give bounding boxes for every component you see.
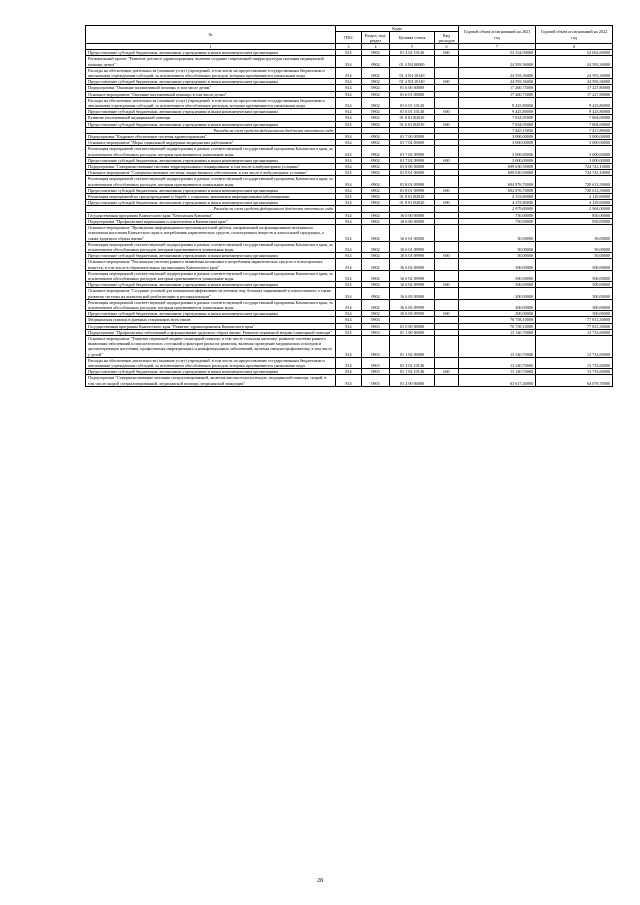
row-grbs: 814 — [336, 329, 362, 335]
row-amount-2021: 2 979,80000 — [459, 206, 536, 212]
row-name: Основное мероприятие "Проведение информационно-пропагандистской работы, направленной на формирование негативного отношения населения Камчатского края к потреблению наркотических средств, психотропных веществ и алкогольной продукции, а также здорового образа жизни" — [86, 225, 336, 242]
row-target-article: 01 6 01 R2010 — [390, 115, 435, 121]
row-expense-type — [435, 335, 459, 357]
row-amount-2022: 7 413,80000 — [536, 127, 613, 133]
row-grbs: 814 — [336, 212, 362, 218]
row-expense-type — [435, 270, 459, 281]
row-amount-2022: 77 813,30000 — [536, 317, 613, 323]
row-amount-2022: 3 000,00000 — [536, 140, 613, 146]
row-name: Расходы за счет средств федерального бюджета отчетного года — [86, 206, 336, 212]
row-name: Государственная программа Камчатского края "Безопасная Камчатка" — [86, 212, 336, 218]
row-amount-2021: 52 334,90000 — [459, 50, 536, 56]
row-section: 0902 — [362, 79, 390, 85]
row-amount-2022: 850,00000 — [536, 212, 613, 218]
row-section: 0902 — [362, 170, 390, 176]
row-amount-2022: 17 227,80000 — [536, 85, 613, 91]
row-amount-2021: 200,00000 — [459, 288, 536, 299]
row-amount-2022: 77 813,30000 — [536, 323, 613, 329]
row-section: 0903 — [362, 317, 390, 323]
row-amount-2021: 3 000,00000 — [459, 157, 536, 163]
row-target-article: 16 6 05 00000 — [390, 288, 435, 299]
row-target-article: 16 0 00 00000 — [390, 212, 435, 218]
row-section: 0902 — [362, 253, 390, 259]
row-name: Расходы за счет средств федерального бюджета отчетного года — [86, 127, 336, 133]
table-row — [86, 241, 613, 252]
table-row — [86, 146, 613, 157]
row-amount-2022: 24 593,36000 — [536, 56, 613, 67]
row-expense-type — [435, 288, 459, 299]
row-grbs: 814 — [336, 56, 362, 67]
row-expense-type: 600 — [435, 50, 459, 56]
row-expense-type — [435, 299, 459, 310]
budget-table — [85, 25, 613, 387]
row-name: Реализация мероприятий соответствующей подпрограммы в рамках соответствующей государственной программы Камчатского края, за исключением обособленных расходов, которым присваиваются уникальные коды — [86, 299, 336, 310]
row-target-article: 16 6 02 00000 — [390, 259, 435, 270]
row-section: 0902 — [362, 225, 390, 242]
row-amount-2021: 3 000,00000 — [459, 140, 536, 146]
row-grbs: 814 — [336, 282, 362, 288]
row-amount-2021: 4 153,80000 — [459, 194, 536, 200]
row-grbs: 814 — [336, 91, 362, 97]
row-target-article: 01 4 N4 10140 — [390, 79, 435, 85]
table-row — [86, 176, 613, 187]
row-name: Основное мероприятие "Развитие первичной медико-санитарной помощи, в том числе сельским жителям, развитие системы раннего выявления заболеваний и патологических состояний и факторов риска их развития, включая проведение медицинских осмотров и диспансеризации населения, профилактика инфекционных и неинфекционных заболеваний, включая иммунопрофилактику, в том числе у детей" — [86, 335, 336, 357]
row-grbs: 814 — [336, 259, 362, 270]
header-section: Раздел, под-раздел — [362, 32, 390, 44]
row-amount-2022: 2 964,00000 — [536, 206, 613, 212]
row-amount-2021: 699 030,50000 — [459, 170, 536, 176]
row-section: 0902 — [362, 140, 390, 146]
row-grbs: 814 — [336, 164, 362, 170]
row-expense-type: 600 — [435, 253, 459, 259]
row-target-article: 01 8 01 00000 — [390, 170, 435, 176]
row-amount-2022: 4 129,60000 — [536, 200, 613, 206]
row-section: 0902 — [362, 212, 390, 218]
row-amount-2021: 24 593,36000 — [459, 67, 536, 78]
row-expense-type — [435, 375, 459, 386]
row-expense-type: 600 — [435, 121, 459, 127]
row-expense-type — [435, 241, 459, 252]
row-section: 0902 — [362, 134, 390, 140]
header-index-5: 5 — [390, 44, 435, 50]
row-section: 0903 — [362, 357, 390, 368]
header-grbs: ГРБС — [336, 32, 362, 44]
row-section: 0902 — [362, 200, 390, 206]
row-amount-2021: 500,00000 — [459, 259, 536, 270]
row-grbs: 814 — [336, 317, 362, 323]
row-amount-2022: 50,00000 — [536, 225, 613, 242]
row-expense-type — [435, 56, 459, 67]
row-name: Государственная программа Камчатского края "Развитие здравоохранения Камчатского края" — [86, 323, 336, 329]
row-section: 0902 — [362, 194, 390, 200]
table-row — [86, 357, 613, 368]
table-row — [86, 67, 613, 78]
row-name: Подпрограмма "Совершенствование оказания специализированной, включая высокотехнологичную, медицинской помощи, скорой, в том числе скорой специализированной, медицинской помощи, медицинской эвакуации" — [86, 375, 336, 386]
row-target-article: 01 6 01 10140 — [390, 97, 435, 108]
row-amount-2022: 3 000,00000 — [536, 146, 613, 157]
row-name: Подпрограмма "Совершенствование системы территориального планирования, в том числе в амбулаторных условиях" — [86, 164, 336, 170]
row-amount-2021: 200,00000 — [459, 311, 536, 317]
row-grbs: 814 — [336, 335, 362, 357]
row-amount-2021: 76 758,10000 — [459, 323, 536, 329]
row-target-article: 16 6 00 00000 — [390, 218, 435, 224]
row-amount-2021: 200,00000 — [459, 299, 536, 310]
row-amount-2021: 24 593,36000 — [459, 79, 536, 85]
row-amount-2022: 13 733,60000 — [536, 329, 613, 335]
row-amount-2021: 50,00000 — [459, 225, 536, 242]
row-section: 0902 — [362, 157, 390, 163]
row-grbs: 814 — [336, 218, 362, 224]
row-amount-2021: 9 425,80000 — [459, 109, 536, 115]
row-amount-2022: 24 593,36000 — [536, 79, 613, 85]
row-name: Предоставление субсидий бюджетным, автономным учреждениям и иным некоммерческим организациям — [86, 187, 336, 193]
row-name: Основное мероприятие "Оказание паллиативной помощи, в том числе детям" — [86, 91, 336, 97]
row-target-article: 01 6 01 10140 — [390, 109, 435, 115]
row-amount-2022: 300,00000 — [536, 311, 613, 317]
row-target-article: 16 6 05 09990 — [390, 299, 435, 310]
row-expense-type: 600 — [435, 157, 459, 163]
row-amount-2021: 694 876,70000 — [459, 187, 536, 193]
row-amount-2022: 64 079,70000 — [536, 375, 613, 386]
row-amount-2022: 52 662,60000 — [536, 50, 613, 56]
row-amount-2021: 699 030,50000 — [459, 164, 536, 170]
table-body — [86, 50, 613, 387]
row-section: 0902 — [362, 176, 390, 187]
row-target-article: 01 2 00 00000 — [390, 375, 435, 386]
row-amount-2021: 24 593,36000 — [459, 56, 536, 67]
row-amount-2021: 750,00000 — [459, 212, 536, 218]
header-index-8: 8 — [536, 44, 613, 50]
row-amount-2022: 724 743,10000 — [536, 170, 613, 176]
row-amount-2021: 7 443,10000 — [459, 127, 536, 133]
row-name: Региональный проект "Развитие детского здравоохранения, включая создание современной инфраструктуры оказания медицинской помощи детям" — [86, 56, 336, 67]
row-amount-2022: 4 129,60000 — [536, 194, 613, 200]
row-amount-2021: 4 153,80000 — [459, 200, 536, 206]
row-amount-2022: 300,00000 — [536, 299, 613, 310]
row-amount-2021: 7 834,95000 — [459, 121, 536, 127]
row-name: Реализация мероприятий соответствующей подпрограммы в рамках соответствующей государственной программы Камчатского края, за исключением обособленных расходов, которым присваиваются уникальные коды — [86, 176, 336, 187]
row-amount-2021: 13 140,70000 — [459, 369, 536, 375]
row-target-article: 01 6 01 R2010 — [390, 121, 435, 127]
row-amount-2021: 13 140,70000 — [459, 335, 536, 357]
row-name: Предоставление субсидий бюджетным, автономным учреждениям и иным некоммерческим организациям — [86, 253, 336, 259]
row-name: Основное мероприятие "Совершенствование системы лекарственного обеспечения, в том числе в амбулаторных условиях" — [86, 170, 336, 176]
header-num: № — [86, 26, 336, 44]
row-amount-2021: 500,00000 — [459, 282, 536, 288]
row-amount-2022: 720 613,50000 — [536, 187, 613, 193]
row-target-article: 01 8 01 09990 — [390, 187, 435, 193]
row-grbs: 814 — [336, 200, 362, 206]
row-grbs: 814 — [336, 241, 362, 252]
row-section: 0902 — [362, 311, 390, 317]
row-target-article: 01 7 02 09990 — [390, 146, 435, 157]
row-target-article: 01 1 02 00000 — [390, 335, 435, 357]
header-year-2021: Годовой объем ассигнований на 2021 год — [459, 26, 536, 44]
row-name: Предоставление субсидий бюджетным, автономным учреждениям и иным некоммерческим организациям — [86, 121, 336, 127]
row-target-article: 16 6 02 09990 — [390, 282, 435, 288]
row-section: 0903 — [362, 335, 390, 357]
row-amount-2022: 3 000,00000 — [536, 157, 613, 163]
table-row — [86, 259, 613, 270]
row-grbs: 814 — [336, 97, 362, 108]
row-name: Предоставление субсидий бюджетным, автономным учреждениям и иным некоммерческим организациям — [86, 311, 336, 317]
row-section: 0902 — [362, 121, 390, 127]
row-expense-type: 600 — [435, 369, 459, 375]
row-section: 0902 — [362, 259, 390, 270]
row-target-article: 01 1 02 10140 — [390, 357, 435, 368]
row-name: Реализация мероприятий по предупреждению и борьбе с социально значимыми инфекционными заболеваниями — [86, 194, 336, 200]
table-row — [86, 299, 613, 310]
row-target-article: 16 6 01 00000 — [390, 225, 435, 242]
row-target-article: 16 6 02 09990 — [390, 270, 435, 281]
header-index-3: 3 — [336, 44, 362, 50]
row-amount-2021: 3 000,00000 — [459, 146, 536, 157]
row-name: Медицинская помощь в дневных стационарах всех типов — [86, 317, 336, 323]
header-year-2022: Годовой объем ассигнований на 2022 год — [536, 26, 613, 44]
table-header — [86, 26, 613, 50]
row-grbs: 814 — [336, 375, 362, 386]
row-grbs: 814 — [336, 109, 362, 115]
row-amount-2022: 500,00000 — [536, 270, 613, 281]
table-row — [86, 288, 613, 299]
header-codes: Коды — [336, 26, 459, 32]
row-name: Реализация мероприятий соответствующей подпрограммы в рамках соответствующей государственной программы Камчатского края, за исключением обособленных расходов, которым присваиваются уникальные коды — [86, 241, 336, 252]
row-amount-2021: 7 834,95000 — [459, 115, 536, 121]
row-name: Предоставление субсидий бюджетным, автономным учреждениям и иным некоммерческим организациям — [86, 79, 336, 85]
row-target-article: 16 6 05 09990 — [390, 311, 435, 317]
row-amount-2021: 13 140,70000 — [459, 329, 536, 335]
row-name: Предоставление субсидий бюджетным, автономным учреждениям и иным некоммерческим организациям — [86, 109, 336, 115]
row-amount-2022: 13 733,60000 — [536, 357, 613, 368]
table-row — [86, 375, 613, 386]
row-amount-2021: 9 425,80000 — [459, 97, 536, 108]
row-amount-2021: 3 000,00000 — [459, 134, 536, 140]
row-grbs: 814 — [336, 369, 362, 375]
row-target-article: 01 6 00 00000 — [390, 85, 435, 91]
row-target-article: 01 7 02 00000 — [390, 140, 435, 146]
row-amount-2022: 9 423,80000 — [536, 97, 613, 108]
row-name: Подпрограмма "Профилактика заболеваний и формирование здорового образа жизни. Развитие первичной медико-санитарной помощи" — [86, 329, 336, 335]
row-name: Предоставление субсидий бюджетным, автономным учреждениям и иным некоммерческим организациям — [86, 282, 336, 288]
row-target-article: 01 6 01 00000 — [390, 91, 435, 97]
row-name: Реализация мероприятий соответствующей подпрограммы в рамках соответствующей государственной программы Камчатского края, за исключением обособленных расходов, которым присваиваются уникальные коды — [86, 270, 336, 281]
row-amount-2022: 13 733,60000 — [536, 369, 613, 375]
page-number: 28 — [317, 878, 323, 884]
row-section: 0902 — [362, 299, 390, 310]
row-expense-type: 600 — [435, 79, 459, 85]
row-target-article: 16 6 01 09990 — [390, 253, 435, 259]
row-section: 0902 — [362, 115, 390, 121]
row-name: Расходы на обеспечение деятельности (оказание услуг) учреждений, в том числе на предоставление государственным бюджетным и автономным учреждениям субсидий, за исключением обособленных расходов, которым присваиваются уникальные коды — [86, 97, 336, 108]
row-section: 0903 — [362, 369, 390, 375]
row-expense-type — [435, 146, 459, 157]
row-amount-2021: 500,00000 — [459, 270, 536, 281]
row-amount-2021: 17 260,75000 — [459, 91, 536, 97]
row-amount-2021: 50,00000 — [459, 253, 536, 259]
row-section: 0902 — [362, 56, 390, 67]
row-name: Основное мероприятие "Реализация системы раннего выявления незаконного потребления наркотических средств и психотропных веществ, в том числе в образовательных организациях Камчатского края" — [86, 259, 336, 270]
row-grbs: 814 — [336, 121, 362, 127]
row-grbs: 814 — [336, 225, 362, 242]
row-section: 0902 — [362, 270, 390, 281]
row-grbs: 814 — [336, 115, 362, 121]
row-section: 0903 — [362, 323, 390, 329]
row-target-article: 01 8 01 09990 — [390, 176, 435, 187]
row-grbs: 814 — [336, 146, 362, 157]
row-expense-type: 600 — [435, 109, 459, 115]
row-expense-type — [435, 176, 459, 187]
row-grbs: 814 — [336, 79, 362, 85]
row-grbs: 814 — [336, 67, 362, 78]
row-grbs: 814 — [336, 194, 362, 200]
row-section: 0902 — [362, 282, 390, 288]
row-expense-type: 600 — [435, 200, 459, 206]
row-grbs: 814 — [336, 170, 362, 176]
table-row — [86, 270, 613, 281]
row-section: 0903 — [362, 375, 390, 386]
row-section: 0902 — [362, 91, 390, 97]
row-expense-type: 600 — [435, 311, 459, 317]
row-grbs: 814 — [336, 299, 362, 310]
row-section: 0902 — [362, 50, 390, 56]
row-grbs: 814 — [336, 134, 362, 140]
row-section: 0902 — [362, 67, 390, 78]
row-target-article: 01 4 N4 00000 — [390, 56, 435, 67]
row-expense-type — [435, 259, 459, 270]
row-section: 0902 — [362, 109, 390, 115]
row-amount-2022: 13 733,60000 — [536, 335, 613, 357]
row-grbs: 814 — [336, 288, 362, 299]
row-name: Подпрограмма "Профилактика наркомании и алкоголизма в Камчатском крае" — [86, 218, 336, 224]
row-amount-2022: 24 593,36000 — [536, 67, 613, 78]
row-amount-2021: 17 260,75000 — [459, 85, 536, 91]
row-grbs: 814 — [336, 270, 362, 281]
row-amount-2022: 3 000,00000 — [536, 134, 613, 140]
row-name: Реализация мероприятий соответствующей подпрограммы в рамках соответствующей государственной программы Камчатского края, за исключением обособленных расходов, которым присваиваются уникальные коды — [86, 146, 336, 157]
row-grbs: 814 — [336, 176, 362, 187]
row-amount-2022: 724 743,10000 — [536, 164, 613, 170]
row-target-article: 01 8 00 00000 — [390, 164, 435, 170]
row-section: 0902 — [362, 146, 390, 157]
row-amount-2022: 50,00000 — [536, 253, 613, 259]
row-grbs: 814 — [336, 311, 362, 317]
row-section: 0903 — [362, 329, 390, 335]
row-name: Предоставление субсидий бюджетным, автономным учреждениям и иным некоммерческим организациям — [86, 200, 336, 206]
row-grbs: 814 — [336, 357, 362, 368]
row-amount-2022: 500,00000 — [536, 282, 613, 288]
row-name: Основное мероприятие "Создание условий для повышения эффективности лечения лиц, больных наркоманией и алкоголизмом, а также развития системы их комплексной реабилитации и ресоциализации" — [86, 288, 336, 299]
header-index-6: 6 — [435, 44, 459, 50]
row-target-article: 01 0 00 00000 — [390, 323, 435, 329]
row-amount-2022: 850,00000 — [536, 218, 613, 224]
row-amount-2022: 500,00000 — [536, 259, 613, 270]
header-index-4: 4 — [362, 44, 390, 50]
row-target-article: 01 8 01 R2020 — [390, 194, 435, 200]
table-row — [86, 225, 613, 242]
table-row — [86, 335, 613, 357]
row-section: 0902 — [362, 97, 390, 108]
row-amount-2021: 13 140,70000 — [459, 357, 536, 368]
budget-table-page — [85, 25, 612, 387]
row-grbs: 814 — [336, 50, 362, 56]
row-section: 0902 — [362, 85, 390, 91]
row-grbs: 814 — [336, 253, 362, 259]
row-section: 0902 — [362, 218, 390, 224]
row-name: Подпрограмма "Кадровое обеспечение системы здравоохранения" — [86, 134, 336, 140]
row-section: 0902 — [362, 288, 390, 299]
row-name: Развитие паллиативной медицинской помощи — [86, 115, 336, 121]
row-grbs: 814 — [336, 323, 362, 329]
row-amount-2022: 17 227,80000 — [536, 91, 613, 97]
row-name: Предоставление субсидий бюджетным, автономным учреждениям и иным некоммерческим организациям — [86, 369, 336, 375]
row-grbs: 814 — [336, 157, 362, 163]
row-amount-2021: 50,00000 — [459, 241, 536, 252]
header-index-1: 1 — [86, 44, 336, 50]
row-name: Подпрограмма "Оказание паллиативной помощи, в том числе детям" — [86, 85, 336, 91]
row-target-article: 01 1 00 00000 — [390, 329, 435, 335]
row-expense-type — [435, 97, 459, 108]
row-target-article: 01 8 01 R2020 — [390, 200, 435, 206]
row-name: Предоставление субсидий бюджетным, автономным учреждениям и иным некоммерческим организациям — [86, 157, 336, 163]
row-expense-type — [435, 67, 459, 78]
row-amount-2022: 7 804,00000 — [536, 121, 613, 127]
header-expense-type: Вид расходов — [435, 32, 459, 44]
header-index-7: 7 — [459, 44, 536, 50]
row-target-article: 01 7 00 00000 — [390, 134, 435, 140]
row-name: Расходы на обеспечение деятельности (оказание услуг) учреждений, в том числе на предоставление государственным бюджетным и автономным учреждениям субсидий, за исключением обособленных расходов, которым присваиваются уникальные коды — [86, 67, 336, 78]
row-name: Основное мероприятие "Меры социальной поддержки медицинских работников" — [86, 140, 336, 146]
row-amount-2021: 76 758,10000 — [459, 317, 536, 323]
row-name: Расходы на обеспечение деятельности (оказание услуг) учреждений, в том числе на предоставление государственным бюджетным и автономным учреждениям субсидий, за исключением обособленных расходов, которым присваиваются уникальные коды — [86, 357, 336, 368]
row-expense-type — [435, 225, 459, 242]
row-grbs: 814 — [336, 187, 362, 193]
row-amount-2021: 63 617,40000 — [459, 375, 536, 386]
row-amount-2021: 750,00000 — [459, 218, 536, 224]
row-expense-type — [435, 357, 459, 368]
row-grbs: 814 — [336, 140, 362, 146]
row-grbs: 814 — [336, 85, 362, 91]
row-amount-2021: 694 876,70000 — [459, 176, 536, 187]
row-expense-type: 600 — [435, 282, 459, 288]
row-amount-2022: 300,00000 — [536, 288, 613, 299]
row-target-article: 01 4 02 10140 — [390, 50, 435, 56]
table-row — [86, 97, 613, 108]
table-row — [86, 56, 613, 67]
row-target-article: 01 1 02 10140 — [390, 369, 435, 375]
row-target-article: 01 4 N4 10140 — [390, 67, 435, 78]
row-amount-2022: 720 613,50000 — [536, 176, 613, 187]
row-amount-2022: 7 804,00000 — [536, 115, 613, 121]
row-section: 0902 — [362, 241, 390, 252]
row-expense-type: 600 — [435, 187, 459, 193]
row-target-article: 16 6 01 09990 — [390, 241, 435, 252]
row-target-article: 01 7 02 09990 — [390, 157, 435, 163]
row-name: Предоставление субсидий бюджетным, автономным учреждениям и иным некоммерческим организациям — [86, 50, 336, 56]
row-amount-2022: 50,00000 — [536, 241, 613, 252]
header-target-article: Целевая статья — [390, 32, 435, 44]
row-amount-2022: 9 423,80000 — [536, 109, 613, 115]
row-section: 0902 — [362, 164, 390, 170]
row-section: 0902 — [362, 187, 390, 193]
